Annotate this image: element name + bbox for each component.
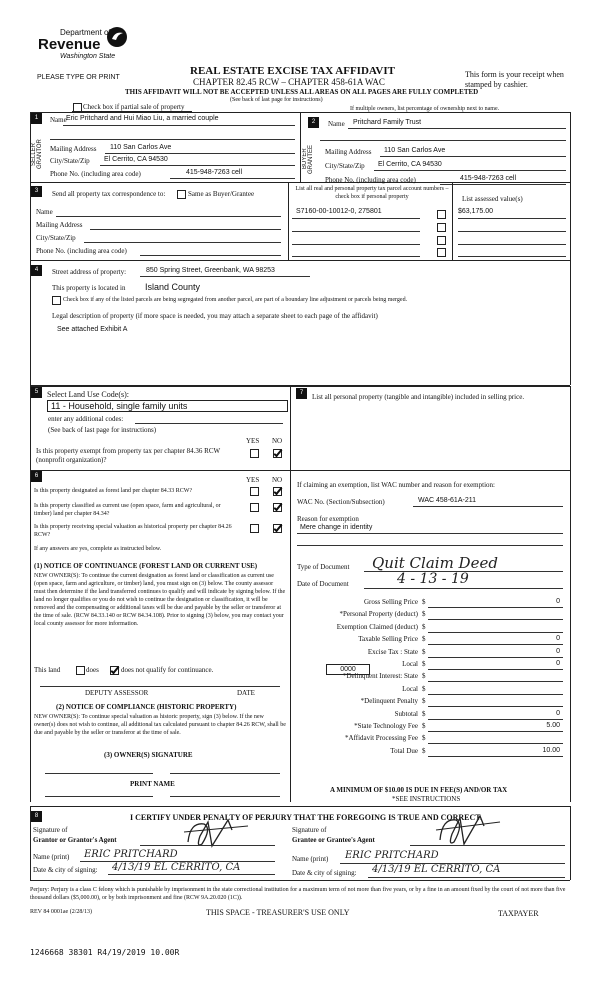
grantee-name-label: Name (print) <box>292 855 329 863</box>
parcel-list-header: List all real and personal property tax parcel account numbers – check box if personal property <box>295 186 449 200</box>
reason-label: Reason for exemption <box>297 515 359 523</box>
street-label: Street address of property: <box>52 268 127 276</box>
total-row-dollar: $ <box>422 660 426 668</box>
doc-date[interactable]: 4 - 13 - 19 <box>397 571 469 587</box>
seller-name-label: Name <box>50 116 67 124</box>
minimum-note: A MINIMUM OF $10.00 IS DUE IN FEE(S) AND/OR TAX <box>330 786 508 794</box>
doc-type[interactable]: Quit Claim Deed <box>372 554 498 572</box>
current-use-yes-checkbox[interactable] <box>250 503 259 512</box>
grantor-sig-label: Signature of <box>33 826 68 834</box>
does-not-label: does not qualify for continuance. <box>121 666 214 674</box>
dept-line3: Washington State <box>60 53 116 60</box>
buyer-mail-label: Mailing Address <box>325 148 372 156</box>
street-address[interactable]: 850 Spring Street, Greenbank, WA 98253 <box>146 267 275 274</box>
print-note: PLEASE TYPE OR PRINT <box>37 74 120 81</box>
total-row-dollar: $ <box>422 598 426 606</box>
segregated-checkbox[interactable] <box>52 296 61 305</box>
taxpayer-label: TAXPAYER <box>498 909 539 918</box>
s3-city-label: City/State/Zip <box>36 234 76 242</box>
total-row-label: Total Due <box>390 747 418 755</box>
segregated-label: Check box if any of the listed parcels are being segregated from another parcel, are part of a boundary line adjustment or parcels being merged. <box>63 297 408 303</box>
does-not-qualify-checkbox[interactable] <box>110 666 119 675</box>
total-row-dollar: $ <box>422 685 426 693</box>
dept-line1: Department of <box>60 28 111 37</box>
multiple-owners-note: If multiple owners, list percentage of ownership next to name. <box>350 106 500 112</box>
total-row-dollar: $ <box>422 648 426 656</box>
forest-question: Is this property designated as forest land per chapter 84.33 RCW? <box>34 488 193 494</box>
wac-number[interactable]: WAC 458-61A-211 <box>418 497 476 504</box>
county-label: This property is located in <box>52 284 126 292</box>
total-row-dollar: $ <box>422 734 426 742</box>
county-name[interactable]: Island County <box>145 282 201 292</box>
total-row-value[interactable]: 10.00 <box>542 747 560 754</box>
buyer-mail[interactable]: 110 San Carlos Ave <box>384 147 446 154</box>
grantee-name-print[interactable]: ERIC PRITCHARD <box>345 850 439 861</box>
does-label: does <box>86 666 99 674</box>
total-row-dollar: $ <box>422 697 426 705</box>
notice2-body: NEW OWNER(S): To continue special valuation as historic property, sign (3) below. If the new owner(s) does not wish to continue, all additional tax calculated pursuant to chapter 84.26 RCW, shall be due and payable by the seller or transferor at the time of sale. <box>34 714 286 736</box>
total-row-label: Subtotal <box>394 710 418 718</box>
total-row-label: Local <box>402 685 418 693</box>
buyer-label: BUYER GRANTEE <box>302 144 314 174</box>
total-row-label: *Personal Property (deduct) <box>339 610 418 618</box>
total-row-label: Taxable Selling Price <box>358 635 418 643</box>
does-qualify-checkbox[interactable] <box>76 666 85 675</box>
land-use-code[interactable]: 11 - Household, single family units <box>47 400 288 412</box>
total-row-value[interactable]: 0 <box>556 635 560 642</box>
if-yes-note: If any answers are yes, complete as instructed below. <box>34 546 162 552</box>
see-instructions: *SEE INSTRUCTIONS <box>392 795 461 803</box>
grantor-date-city[interactable]: 4/13/19 EL CERRITO, CA <box>112 862 241 873</box>
seller-mail[interactable]: 110 San Carlos Ave <box>110 144 172 151</box>
seller-name[interactable]: Eric Pritchard and Hui Miao Liu, a married couple <box>66 115 219 122</box>
grantee-signature <box>434 812 504 848</box>
grantee-date-city[interactable]: 4/13/19 EL CERRITO, CA <box>372 864 501 875</box>
s6-yes: YES <box>246 476 260 484</box>
total-row-value[interactable]: 0 <box>556 598 560 605</box>
rev-number: REV 84 0001ae (2/28/13) <box>30 909 93 915</box>
personal-property-checkbox-3[interactable] <box>437 236 446 245</box>
exemption-label: If claiming an exemption, list WAC number and reason for exemption: <box>297 481 495 489</box>
additional-codes-label: enter any additional codes: <box>48 415 124 423</box>
form-warning: THIS AFFIDAVIT WILL NOT BE ACCEPTED UNLESS ALL AREAS ON ALL PAGES ARE FULLY COMPLETED <box>125 88 479 96</box>
historic-no-checkbox[interactable] <box>273 524 282 533</box>
s3-mail-label: Mailing Address <box>36 221 83 229</box>
total-row-dollar: $ <box>422 710 426 718</box>
certify-statement: I CERTIFY UNDER PENALTY OF PERJURY THAT THE FOREGOING IS TRUE AND CORRECT. <box>130 813 483 822</box>
same-as-buyer-label: Same as Buyer/Grantee <box>188 190 255 198</box>
total-row-label: Gross Selling Price <box>363 598 418 606</box>
legal-description[interactable]: See attached Exhibit A <box>57 326 128 333</box>
s5-yes: YES <box>246 437 260 445</box>
section-2-badge: 2 <box>308 117 319 128</box>
perjury-note: Perjury: Perjury is a class C felony which is punishable by imprisonment in the state correctional institution for a maximum term of not more than five years, or by a fine in an amount fixed by the court of not more than five thousand dollars ($5,000.00), or by both imprisonment and fine (RCW 9A.20.020 (1C)). <box>30 887 566 901</box>
total-row-dollar: $ <box>422 672 426 680</box>
see-back-note: (See back of last page for instructions) <box>230 97 323 103</box>
buyer-phone-label: Phone No. (including area code) <box>325 176 416 184</box>
current-use-question: Is this property classified as current use (open space, farm and agricultural, or timber) land per chapter 84.34? <box>34 503 221 517</box>
print-name-label: PRINT NAME <box>130 780 175 788</box>
total-row-value[interactable]: 5.00 <box>546 722 560 729</box>
grantor-name-print[interactable]: ERIC PRITCHARD <box>84 849 178 860</box>
land-use-label: Select Land Use Code(s): <box>47 390 129 399</box>
seller-phone[interactable]: 415-948-7263 cell <box>186 169 243 176</box>
seller-label: SELLER GRANTOR <box>31 139 43 169</box>
s3-phone-label: Phone No. (including area code) <box>36 247 127 255</box>
total-row-label: *State Technology Fee <box>354 722 418 730</box>
total-row-label: Excise Tax : State <box>367 648 418 656</box>
notice1-body: NEW OWNER(S): To continue the current designation as forest land or classification as current use (open space, farm and agriculture, or timber) land, you must sign on (3) below. The county assessor must then determine if the land transferred continues to qualify and will indicate by signing below. If the land no longer qualifies or you do not wish to continue the designation or classification, it will be removed and the compensating or additional taxes will be due and payable by the seller or transferor at the time of sale. (RCW 84.33.140 or RCW 84.34.108). Prior to signing (3) below, you may contact your local county assessor for more information. <box>34 573 286 627</box>
total-row-label: Exemption Claimed (deduct) <box>336 623 418 631</box>
buyer-phone[interactable]: 415-948-7263 cell <box>460 175 517 182</box>
total-row-label: *Delinquent Penalty <box>360 697 418 705</box>
personal-property-checkbox-4[interactable] <box>437 248 446 257</box>
exempt-yes-checkbox[interactable] <box>250 449 259 458</box>
s3-name-label: Name <box>36 208 53 216</box>
personal-property-label: List all personal property (tangible and intangible) included in selling price. <box>312 393 525 401</box>
total-row-label: Local <box>402 660 418 668</box>
section-8-badge: 8 <box>31 811 42 822</box>
treasurer-note: THIS SPACE - TREASURER'S USE ONLY <box>206 908 350 917</box>
buyer-city-label: City/State/Zip <box>325 162 365 170</box>
assessed-header: List assessed value(s) <box>462 195 523 203</box>
total-row-dollar: $ <box>422 722 426 730</box>
buyer-name[interactable]: Pritchard Family Trust <box>353 119 422 126</box>
s6-no: NO <box>272 476 283 484</box>
s5-no: NO <box>272 437 283 445</box>
total-row-value[interactable]: 0 <box>556 660 560 667</box>
partial-sale-label: Check box if partial sale of property <box>83 103 185 111</box>
forest-yes-checkbox[interactable] <box>250 487 259 496</box>
total-row-dollar: $ <box>422 747 426 755</box>
forest-no-checkbox[interactable] <box>273 487 282 496</box>
buyer-name-label: Name <box>328 120 345 128</box>
receipt-note: This form is your receipt when stamped by cashier. <box>465 70 564 89</box>
legal-description-label: Legal description of property (if more space is needed, you may attach a separate sheet to each page of the affidavit) <box>52 312 378 320</box>
recording-stamp: 1246668 38301 R4/19/2019 10.00R <box>30 948 180 957</box>
personal-property-checkbox-2[interactable] <box>437 223 446 232</box>
grantor-agent-label: Grantor or Grantor's Agent <box>33 836 117 844</box>
dept-line2: Revenue <box>38 36 101 53</box>
seller-mail-label: Mailing Address <box>50 145 97 153</box>
total-row-value[interactable]: 0 <box>556 710 560 717</box>
total-row-dollar: $ <box>422 623 426 631</box>
section-4-badge: 4 <box>31 265 42 276</box>
seller-phone-label: Phone No. (including area code) <box>50 170 141 178</box>
form-chapter: CHAPTER 82.45 RCW – CHAPTER 458-61A WAC <box>193 77 385 87</box>
total-row-label: *Delinquent Interest: State <box>342 672 418 680</box>
doc-date-label: Date of Document <box>297 580 349 588</box>
doc-type-label: Type of Document <box>297 563 350 571</box>
grantee-agent-label: Grantee or Grantee's Agent <box>292 836 375 844</box>
notice1-title: (1) NOTICE OF CONTINUANCE (FOREST LAND OR CURRENT USE) <box>34 562 258 570</box>
total-row-dollar: $ <box>422 635 426 643</box>
local-code[interactable]: 0000 <box>326 664 370 675</box>
total-row-label: *Affidavit Processing Fee <box>345 734 418 742</box>
seller-city-label: City/State/Zip <box>50 157 90 165</box>
deputy-assessor: DEPUTY ASSESSOR <box>85 689 149 697</box>
historic-question: Is this property receiving special valuation as historical property per chapter 84.26 RCW? <box>34 524 232 538</box>
section-6-badge: 6 <box>31 471 42 482</box>
buyer-city[interactable]: El Cerrito, CA 94530 <box>378 161 442 168</box>
section-3-badge: 3 <box>31 186 42 197</box>
section-5-badge: 5 <box>31 387 42 398</box>
form-title: REAL ESTATE EXCISE TAX AFFIDAVIT <box>190 65 395 77</box>
s5-see-back: (See back of last page for instructions) <box>48 426 157 434</box>
notice2-title: (2) NOTICE OF COMPLIANCE (HISTORIC PROPERTY) <box>56 703 237 711</box>
exempt-no-checkbox[interactable] <box>273 449 282 458</box>
same-as-buyer-checkbox[interactable] <box>177 190 186 199</box>
section-1-badge: 1 <box>31 113 42 124</box>
current-use-no-checkbox[interactable] <box>273 503 282 512</box>
exempt-question: Is this property exempt from property tax per chapter 84.36 RCW (nonprofit organization)? <box>36 447 220 464</box>
revenue-logo <box>38 24 138 64</box>
historic-yes-checkbox[interactable] <box>250 524 259 533</box>
deputy-date: DATE <box>237 689 255 697</box>
grantee-sig-label: Signature of <box>292 826 327 834</box>
grantor-date-label: Date & city of signing: <box>33 866 98 874</box>
notice3-title: (3) OWNER(S) SIGNATURE <box>104 751 193 759</box>
this-land-label: This land <box>34 666 61 674</box>
total-row-value[interactable]: 0 <box>556 648 560 655</box>
section-7-badge: 7 <box>296 388 307 399</box>
grantee-date-label: Date & city of signing: <box>292 869 357 877</box>
send-correspondence-label: Send all property tax correspondence to: <box>52 190 166 198</box>
total-row-dollar: $ <box>422 610 426 618</box>
reason-text[interactable]: Mere change in identity <box>300 524 373 531</box>
wac-label: WAC No. (Section/Subsection) <box>297 498 385 506</box>
assessed-value[interactable]: $63,175.00 <box>458 208 494 215</box>
seller-city[interactable]: El Cerrito, CA 94530 <box>104 156 168 163</box>
personal-property-checkbox-1[interactable] <box>437 210 446 219</box>
grantor-name-label: Name (print) <box>33 853 70 861</box>
parcel-number[interactable]: S7160-00-10012-0, 275801 <box>296 208 382 215</box>
